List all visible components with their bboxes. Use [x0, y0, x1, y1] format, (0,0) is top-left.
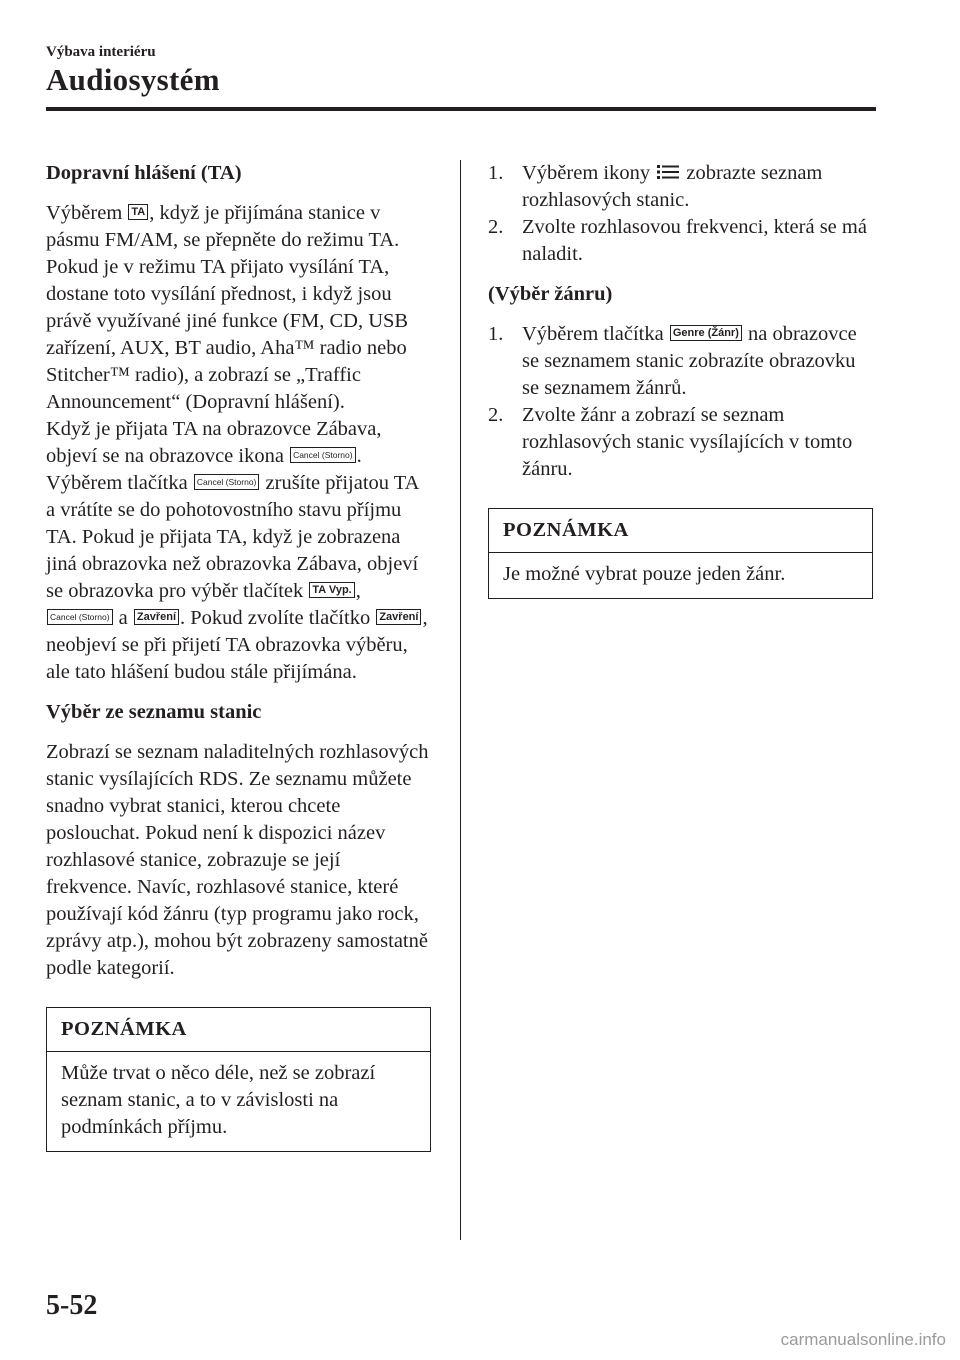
text: Zvolte rozhlasovou frekvenci, která se má naladit. [522, 216, 867, 265]
text: Výběrem tlačítka [46, 472, 193, 494]
note-body: Je možné vybrat pouze jeden žánr. [503, 563, 786, 585]
page-title: Audiosystém [46, 62, 220, 97]
text: , [355, 580, 361, 602]
ta-paragraph-2: Pokud je v režimu TA přijato vysílání TA, dostane toto vysílání přednost, i když jsou právě využívané jiné funkce (FM, CD, USB zařízení, AUX, BT audio, Aha™ radio nebo Stitcher™ radio), a zobrazí se „Traffic Announcement“ (Dopravní hlášení). [46, 256, 409, 413]
text: zrušíte přijatou TA a vrátíte se do pohotovostního stavu příjmu TA. Pokud je přijata TA, když je zobrazena jiná obrazovka než obrazovka Zábava, objeví se obrazovka pro výběr tlačítek [46, 472, 419, 602]
text: , neobjeví se při přijetí TA obrazovka výběru, ale tato hlášení budou stále přijímána. [46, 607, 428, 683]
cancel-button: Cancel (Storno) [290, 447, 356, 463]
text: na obrazovce se seznamem stanic zobrazíte obrazovku se seznamem žánrů. [522, 323, 857, 399]
header-rule [46, 107, 876, 111]
text: a [113, 607, 133, 629]
note-title: POZNÁMKA [489, 509, 872, 553]
note-box [46, 1007, 431, 1152]
note-body: Může trvat o něco déle, než se zobrazí seznam stanic, a to v závislosti na podmínkách příjmu. [61, 1062, 376, 1138]
page-number: 5-52 [46, 1290, 98, 1321]
list-icon [657, 164, 679, 180]
close-button: Zavření [134, 609, 179, 625]
ta-heading: Dopravní hlášení (TA) [46, 162, 242, 184]
station-list-heading: Výběr ze seznamu stanic [46, 701, 262, 723]
text: , když je přijímána stanice v pásmu FM/AM, se přepněte do režimu TA. [46, 202, 400, 251]
ta-paragraph-4 [46, 470, 431, 686]
genre-steps [488, 321, 873, 483]
left-column [46, 160, 431, 1152]
ta-paragraph-1 [46, 200, 431, 254]
station-list-paragraph: Zobrazí se seznam naladitelných rozhlasových stanic vysílajících RDS. Ze seznamu můžete snadno vybrat stanici, kterou chcete poslouchat. Pokud není k dispozici název rozhlasové stanice, zobrazuje se její frekvence. Navíc, rozhlasové stanice, které používají kód žánru (typ programu jako rock, zprávy atp.), mohou být zobrazeny samostatně podle kategorií. [46, 741, 429, 979]
list-item [488, 321, 873, 402]
ta-off-button: TA Vyp. [309, 582, 354, 598]
text: Zvolte žánr a zobrazí se seznam rozhlasových stanic vysílajících v tomto žánru. [522, 404, 853, 480]
header-section: Výbava interiéru [46, 44, 156, 60]
station-steps [488, 160, 873, 268]
genre-button: Genre (Žánr) [670, 325, 742, 341]
ta-button: TA [128, 204, 148, 220]
text: . Pokud zvolíte tlačítko [180, 607, 376, 629]
list-item [488, 214, 873, 268]
note-title: POZNÁMKA [47, 1008, 430, 1052]
watermark: carmanualsonline.info [780, 1330, 946, 1349]
right-column [488, 160, 873, 599]
column-divider [460, 160, 461, 1240]
text: zobrazte seznam rozhlasových stanic. [522, 162, 823, 211]
text: Výběrem tlačítka [522, 323, 669, 345]
step-number: 2. [488, 216, 504, 238]
close-button: Zavření [376, 609, 421, 625]
text: Výběrem [46, 202, 128, 224]
list-item [488, 402, 873, 483]
step-number: 2. [488, 404, 504, 426]
text: Výběrem ikony [522, 162, 656, 184]
genre-heading: (Výběr žánru) [488, 283, 613, 305]
cancel-button: Cancel (Storno) [194, 474, 260, 490]
text: . [356, 445, 362, 467]
note-box [488, 508, 873, 599]
list-item [488, 160, 873, 214]
ta-paragraph-3 [46, 416, 431, 470]
text: Když je přijata TA na obrazovce Zábava, objeví se na obrazovce ikona [46, 418, 382, 467]
cancel-button: Cancel (Storno) [47, 609, 113, 625]
step-number: 1. [488, 162, 504, 184]
step-number: 1. [488, 323, 504, 345]
